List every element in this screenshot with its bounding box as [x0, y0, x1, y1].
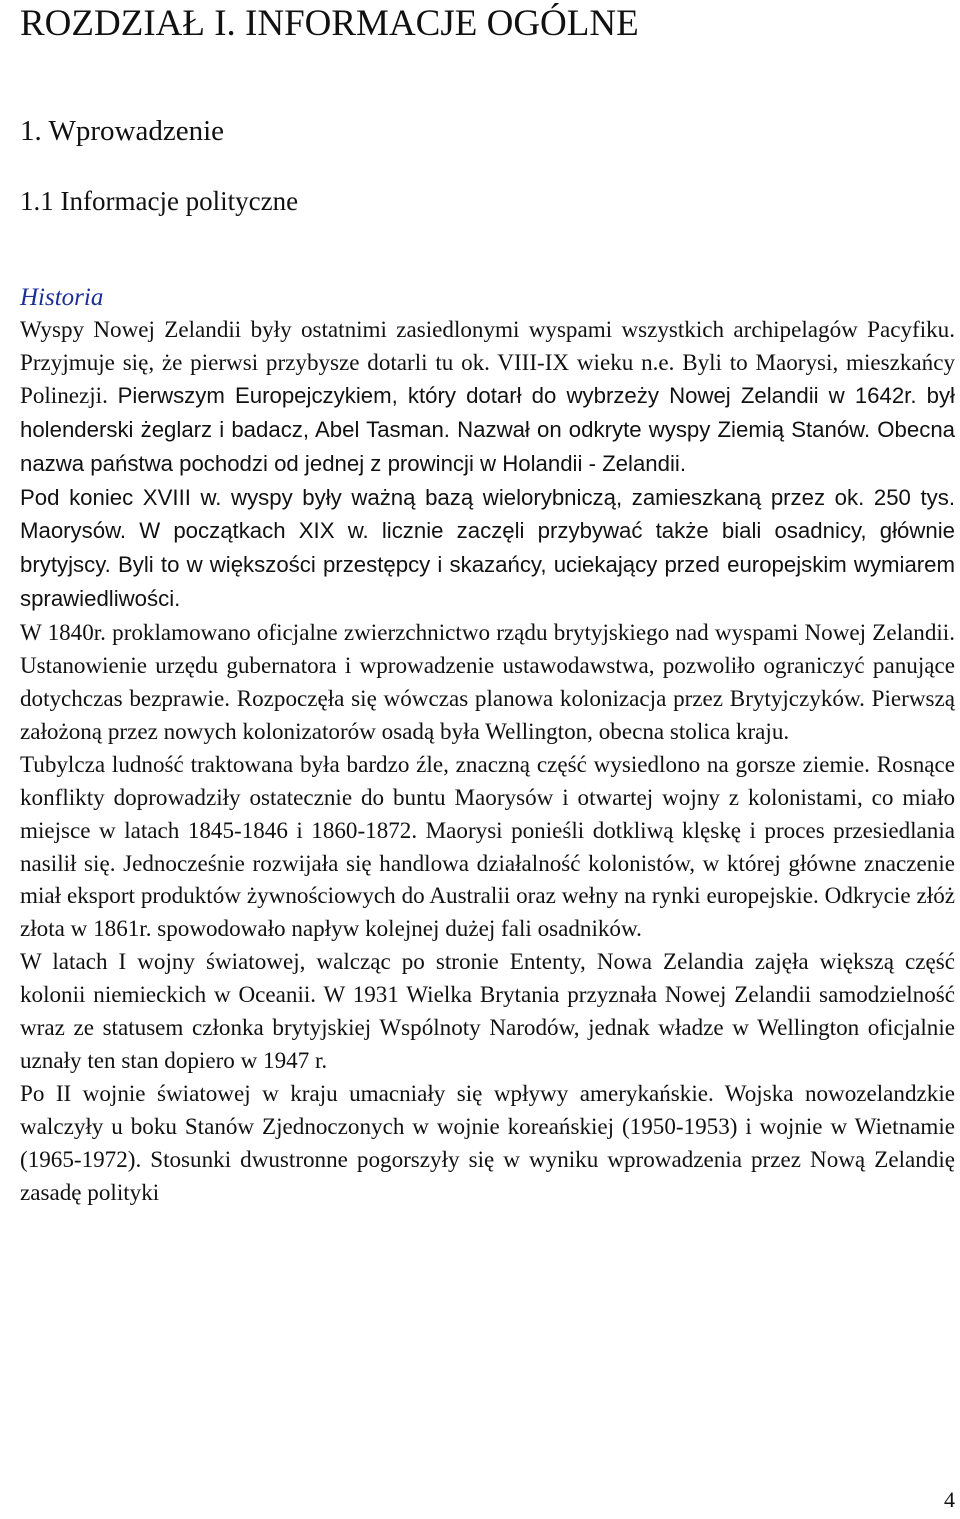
paragraph-maori-conflicts: Tubylcza ludność traktowana była bardzo źle, znaczną część wysiedlono na gorsze ziemie. Rosnące konflikty doprowadziły ostatecznie do buntu Maorysów i otwartej wojny z kolonistami, co miało miejsce w latach 1845-1846 i 1860-1872. Maorysi ponieśli dotkliwą klęskę i proces przesiedlania nasilił się. Jednocześnie rozwijała się handlowa działalność kolonistów, w której główne znaczenie miał eksport produktów żywnościowych do Australii oraz wełny na rynki europejskie. Odkrycie złóż złota w 1861r. spowodowało napływ kolejnej dużej fali osadników.	[20, 750, 955, 942]
country-name-origin-text: Nazwał on odkryte wyspy Ziemią Stanów. Obecna nazwa państwa pochodzi od jednej z prowincji w Holandii - Zelandii.	[20, 416, 955, 476]
history-body	[20, 313, 955, 1208]
page-number: 4	[944, 1487, 955, 1512]
tasman-discovery-text: Pierwszym Europejczykiem, który dotarł do wybrzeży Nowej Zelandii w 1642r. był holenderski żeglarz i badacz, Abel Tasman.	[20, 382, 955, 442]
chapter-title: ROZDZIAŁ I. INFORMACJE OGÓLNE	[20, 3, 639, 44]
paragraph-whaling-settlers	[20, 481, 955, 617]
paragraph-british-sovereignty: W 1840r. proklamowano oficjalne zwierzchnictwo rządu brytyjskiego nad wyspami Nowej Zelandii. Ustanowienie urzędu gubernatora i wprowadzenie ustawodawstwa, pozwoliło ograniczyć panujące dotychczas bezprawie. Rozpoczęła się wówczas planowa kolonizacja przez Brytyjczyków. Pierwszą założoną przez nowych kolonizatorów osadą była Wellington, obecna stolica kraju.	[20, 619, 955, 744]
document-page	[20, 0, 955, 1519]
paragraph-post-ww2: Po II wojnie światowej w kraju umacniały się wpływy amerykańskie. Wojska nowozelandzkie walczyły u boku Stanów Zjednoczonych w wojnie koreańskiej (1950-1953) i wojnie w Wietnamie (1965-1972). Stosunki dwustronne pogorszyły się w wyniku wprowadzenia przez Nową Zelandię zasadę polityki	[20, 1079, 955, 1205]
section-heading: 1. Wprowadzenie	[20, 115, 224, 147]
whaling-settlers-text: Pod koniec XVIII w. wyspy były ważną bazą wielorybniczą, zamieszkaną przez ok. 250 tys. Maorysów. W początkach XIX w. licznie zaczęli przybywać także biali osadnicy, głównie brytyjscy. Byli to w większości przestępcy i skazańcy, uciekający przed europejskim wymiarem sprawiedliwości.	[20, 484, 955, 612]
settlement-text-part-1: Wyspy Nowej Zelandii były ostatnimi zasiedlonymi wyspami wszystkich archipelagów Pacyfiku. Przyjmuje się, że pierwsi przybysze dotarli tu ok. VIII-IX wieku n.e. Byli to Maorysi, mieszkańcy Polinezji.	[20, 316, 955, 408]
paragraph-world-war-one: W latach I wojny światowej, walcząc po stronie Ententy, Nowa Zelandia zajęła większą część kolonii niemieckich w Oceanii. W 1931 Wielka Brytania przyznała Nowej Zelandii samodzielność wraz ze statusem członka brytyjskiej Wspólnoty Narodów, jednak władze w Wellington oficjalnie uznały ten stan dopiero w 1947 r.	[20, 948, 955, 1073]
subsection-heading: 1.1 Informacje polityczne	[20, 186, 299, 216]
paragraph-settlement	[20, 313, 955, 481]
history-heading: Historia	[20, 284, 104, 311]
